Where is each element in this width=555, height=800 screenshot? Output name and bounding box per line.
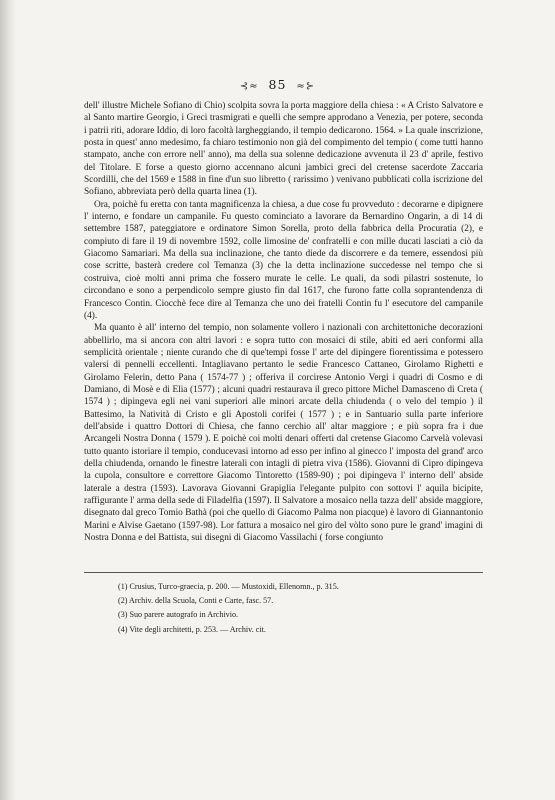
footnote: (4) Vite degli architetti, p. 253. — Archiv. cit. (118, 624, 266, 634)
paragraph: dell' illustre Michele Sofiano di Chio) scolpita sovra la porta maggiore della chiesa : « A Cristo Salvatore e al Santo martire Georgio, i Greci trasmigrati e quelli che sempre approdano a Venezia, per potere, seconda i patrii riti, adorare Iddio, di loro facoltà largheggiando, il tempio dedicarono. 1564. » La quale inscrizione, posta in quest' anno medesimo, fa chiaro testimonio non già del compimento del tempio ( come tutti hanno stampato, anche con errore nell' anno), ma della sua solenne dedicazione avvenuta il 23 d' aprile, festivo del Titolare. E forse a questo giorno accennano alcuni jambici greci del cretense sacerdote Zaccaria Scordilli, che del 1569 e 1588 in fine d'un suo libretto ( rarissimo ) venivano pubblicati colla iscrizione del Sofiano, abbreviata però della quarta linea (1). (84, 101, 483, 198)
ornament-right: ≈⊱ (296, 81, 316, 92)
footnote: (1) Crusius, Turco-graecia, p. 200. — Mustoxidi, Ellenomn., p. 315. (118, 582, 339, 591)
ornament-left: ⊰≈ (239, 81, 259, 92)
page-header (0, 77, 555, 92)
book-spine-shadow (0, 0, 16, 800)
footnote: (3) Suo parere autografo in Archivio. (118, 610, 239, 620)
footnote: (2) Archiv. della Scuola, Conti e Carte, fasc. 57. (118, 596, 274, 606)
page-number: 85 (268, 77, 287, 92)
footnotes (118, 580, 478, 637)
paragraph: Ma quanto è all' interno del tempio, non solamente vollero i nazionali con architettoniche decorazioni abbellirlo, ma si ancora con altri lavori : e sopra tutto con mosaici di stile, abiti ed aeri conformi alla semplicità orientale ; niente curando che di que'tempi fosse l' arte del dipingere fiorentissima e potessero valersi di pennelli eccellenti. Intagliavano pertanto le sedie Francesco Cattaneo, Girolamo Righetti e Girolamo Felerin, detto Pana ( 1574-77 ) ; offeriva il corcirese Antonio Vergi i quadri di Cosmo e di Damiano, di Mosè e di Elia (1577) ; alcuni quadri restaurava il greco pittore Michel Damasceno di Creta ( 1574 ) ; dipingeva egli nei vani superiori alle minori arcate della chiudenda ( o velo del tempio ) il Battesimo, la Natività di Cristo e gli Apostoli corifei ( 1577 ) ; e in Santuario sulla parte inferiore dell'abside i quattro Dottori di Chiesa, che fanno cerchio all' altar maggiore ; e più sopra fra i due Arcangeli Nostra Donna ( 1579 ). E poichè coi molti denari offerti dal cretense Giacomo Carvelà volevasi tutto quanto istoriare il tempio, conducevasi intorno ad esso per infino al ginecco l' imposta del grand' arco della chiudenda, ornando le finestre laterali con intagli di pietra viva (1586). Giovanni di Cipro dipingeva la cupola, consultore e correttore Giacomo Tintoretto (1589-90) ; poi dipingeva l' interno dell' abside laterale a destra (1593). Lavorava Giovanni Grapiglia l'elegante pulpito con sottovi l' aquila bicipite, raffigurante l' arma della sede di Filadelfia (1597). Il Salvatore a mosaico nella tazza dell' abside maggiore, disegnato dal greco Tomio Bathà (poi che quello di Giacomo Palma non piacque) è lavoro di Giannantonio Marini e Alvise Gaetano (1597-98). Lor fattura a mosaico nel giro del vòlto sono pure le grand' imagini di Nostra Donna e del Battista, sui disegni di Giacomo Vassilachi ( forse congiunto (84, 323, 483, 544)
footnote-divider (84, 572, 483, 573)
paragraph: Ora, poichè fu eretta con tanta magnificenza la chiesa, a due cose fu provveduto : decorarne e dipignere l' interno, e fondare un campanile. Fu questo cominciato a lavorare da Bernardino Ongarin, a dì 14 di settembre 1587, pateggiatore e ordinatore Simon Sorella, proto della fabbrica della Procuratia (2), e compiuto di fare il 19 di novembre 1592, colle limosine de' confratelli e con mille ducati lasciati a ciò da Giacomo Samariari. Ma della sua inclinazione, che tanto diede da discorrere e da temere, essendosi più cose scritte, basterà credere col Temanza (3) che la detta inclinazione succedesse nel tempo che si costruiva, cioè molti anni prima che fossero murate le celle. Le quali, da sodi pilastri sostenute, lo circondano e sono a perpendicolo sempre giusto fin dal 1617, che furono fatte colla soprantendenza di Francesco Contin. Ciocchè fece dire al Temanza che uno dei fratelli Contin fu l' esecutore del campanile (4). (84, 199, 483, 321)
main-text (84, 100, 483, 544)
